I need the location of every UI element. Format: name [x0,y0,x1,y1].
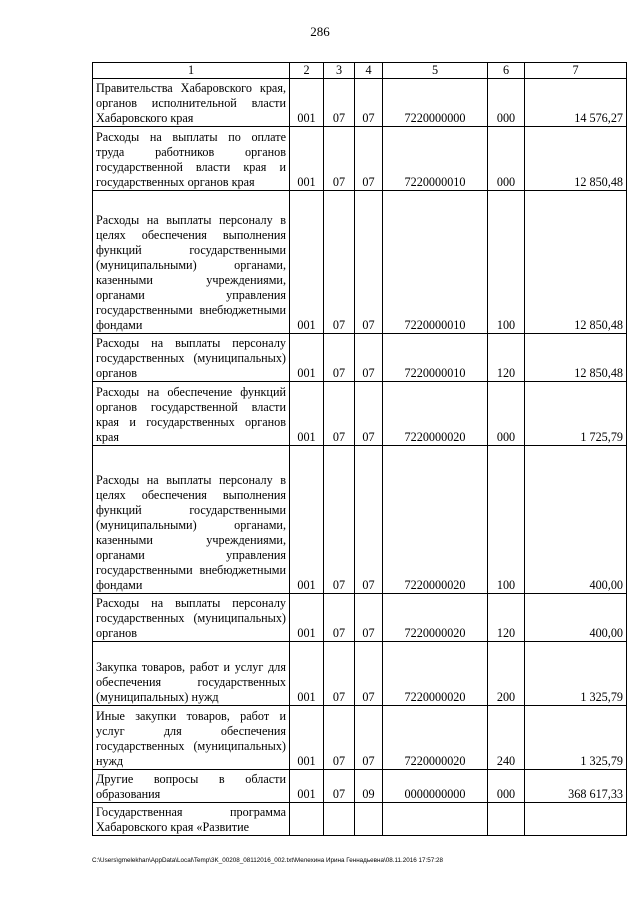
ministry-code-cell: 001 [290,191,324,334]
subsection-code-cell: 07 [355,334,383,382]
amount-cell: 14 576,27 [525,79,627,127]
section-code-cell: 07 [324,706,355,770]
table-row [93,191,627,334]
amount-cell: 12 850,48 [525,127,627,191]
amount-cell: 400,00 [525,594,627,642]
expense-type-cell [488,803,525,836]
subsection-code-cell: 07 [355,594,383,642]
column-header: 7 [525,63,627,79]
amount-cell: 12 850,48 [525,334,627,382]
table-row [93,706,627,770]
section-code-cell [324,803,355,836]
ministry-code-cell: 001 [290,706,324,770]
expense-type-cell: 240 [488,706,525,770]
table-row [93,642,627,706]
column-header: 1 [93,63,290,79]
column-header: 4 [355,63,383,79]
target-article-cell: 7220000010 [383,127,488,191]
target-article-cell: 7220000020 [383,706,488,770]
target-article-cell: 7220000010 [383,191,488,334]
target-article-cell: 7220000020 [383,594,488,642]
expense-type-cell: 000 [488,127,525,191]
ministry-code-cell: 001 [290,642,324,706]
column-number-row [93,63,627,79]
target-article-cell: 7220000020 [383,446,488,594]
ministry-code-cell: 001 [290,334,324,382]
subsection-code-cell: 07 [355,446,383,594]
expense-type-cell: 000 [488,770,525,803]
row-name-cell: Расходы на выплаты персоналу государственных (муниципальных) органов [93,334,290,382]
section-code-cell: 07 [324,334,355,382]
subsection-code-cell: 07 [355,191,383,334]
ministry-code-cell [290,803,324,836]
amount-cell: 400,00 [525,446,627,594]
amount-cell: 1 325,79 [525,642,627,706]
table-row [93,803,627,836]
column-header: 2 [290,63,324,79]
column-header: 3 [324,63,355,79]
subsection-code-cell: 07 [355,382,383,446]
subsection-code-cell [355,803,383,836]
ministry-code-cell: 001 [290,382,324,446]
table-row [93,382,627,446]
file-path-footer: C:\Users\gmelekhan\AppData\Local\Temp\3K_00208_08112016_002.txt\Мелехина Ирина Геннадьевна\08.11.2016 17:57:28 [92,857,444,864]
amount-cell: 1 725,79 [525,382,627,446]
expense-type-cell: 120 [488,334,525,382]
ministry-code-cell: 001 [290,770,324,803]
expense-type-cell: 100 [488,191,525,334]
row-name-cell: Государственная программа Хабаровского края «Развитие [93,803,290,836]
section-code-cell: 07 [324,446,355,594]
section-code-cell: 07 [324,770,355,803]
expense-type-cell: 100 [488,446,525,594]
expense-type-cell: 200 [488,642,525,706]
target-article-cell [383,803,488,836]
target-article-cell: 7220000020 [383,642,488,706]
table-row [93,79,627,127]
section-code-cell: 07 [324,127,355,191]
column-header: 6 [488,63,525,79]
row-name-cell: Расходы на выплаты персоналу государственных (муниципальных) органов [93,594,290,642]
column-header: 5 [383,63,488,79]
target-article-cell: 7220000010 [383,334,488,382]
table-row [93,770,627,803]
section-code-cell: 07 [324,79,355,127]
subsection-code-cell: 07 [355,79,383,127]
expense-type-cell: 000 [488,79,525,127]
subsection-code-cell: 07 [355,127,383,191]
row-name-cell: Расходы на выплаты персоналу в целях обеспечения выполнения функций государственными (муниципальными) органами, казенными учреждениями, органами управления государственными внебюджетными фондами [93,191,290,334]
table-row [93,446,627,594]
row-name-cell: Иные закупки товаров, работ и услуг для обеспечения государственных (муниципальных) нужд [93,706,290,770]
target-article-cell: 7220000000 [383,79,488,127]
table-row [93,334,627,382]
table-row [93,594,627,642]
budget-table [92,62,627,836]
page-number: 286 [310,24,330,39]
section-code-cell: 07 [324,642,355,706]
amount-cell [525,803,627,836]
row-name-cell: Расходы на обеспечение функций органов государственной власти края и государственных органов края [93,382,290,446]
expense-type-cell: 120 [488,594,525,642]
row-name-cell: Расходы на выплаты по оплате труда работников органов государственной власти края и государственных органов края [93,127,290,191]
subsection-code-cell: 07 [355,706,383,770]
amount-cell: 1 325,79 [525,706,627,770]
subsection-code-cell: 07 [355,642,383,706]
ministry-code-cell: 001 [290,127,324,191]
subsection-code-cell: 09 [355,770,383,803]
row-name-cell: Закупка товаров, работ и услуг для обеспечения государственных (муниципальных) нужд [93,642,290,706]
expense-type-cell: 000 [488,382,525,446]
amount-cell: 12 850,48 [525,191,627,334]
row-name-cell: Расходы на выплаты персоналу в целях обеспечения выполнения функций государственными (муниципальными) органами, казенными учреждениями, органами управления государственными внебюджетными фондами [93,446,290,594]
table-row [93,127,627,191]
section-code-cell: 07 [324,382,355,446]
ministry-code-cell: 001 [290,446,324,594]
ministry-code-cell: 001 [290,79,324,127]
amount-cell: 368 617,33 [525,770,627,803]
section-code-cell: 07 [324,594,355,642]
target-article-cell: 7220000020 [383,382,488,446]
row-name-cell: Правительства Хабаровского края, органов исполнительной власти Хабаровского края [93,79,290,127]
section-code-cell: 07 [324,191,355,334]
row-name-cell: Другие вопросы в области образования [93,770,290,803]
ministry-code-cell: 001 [290,594,324,642]
target-article-cell: 0000000000 [383,770,488,803]
